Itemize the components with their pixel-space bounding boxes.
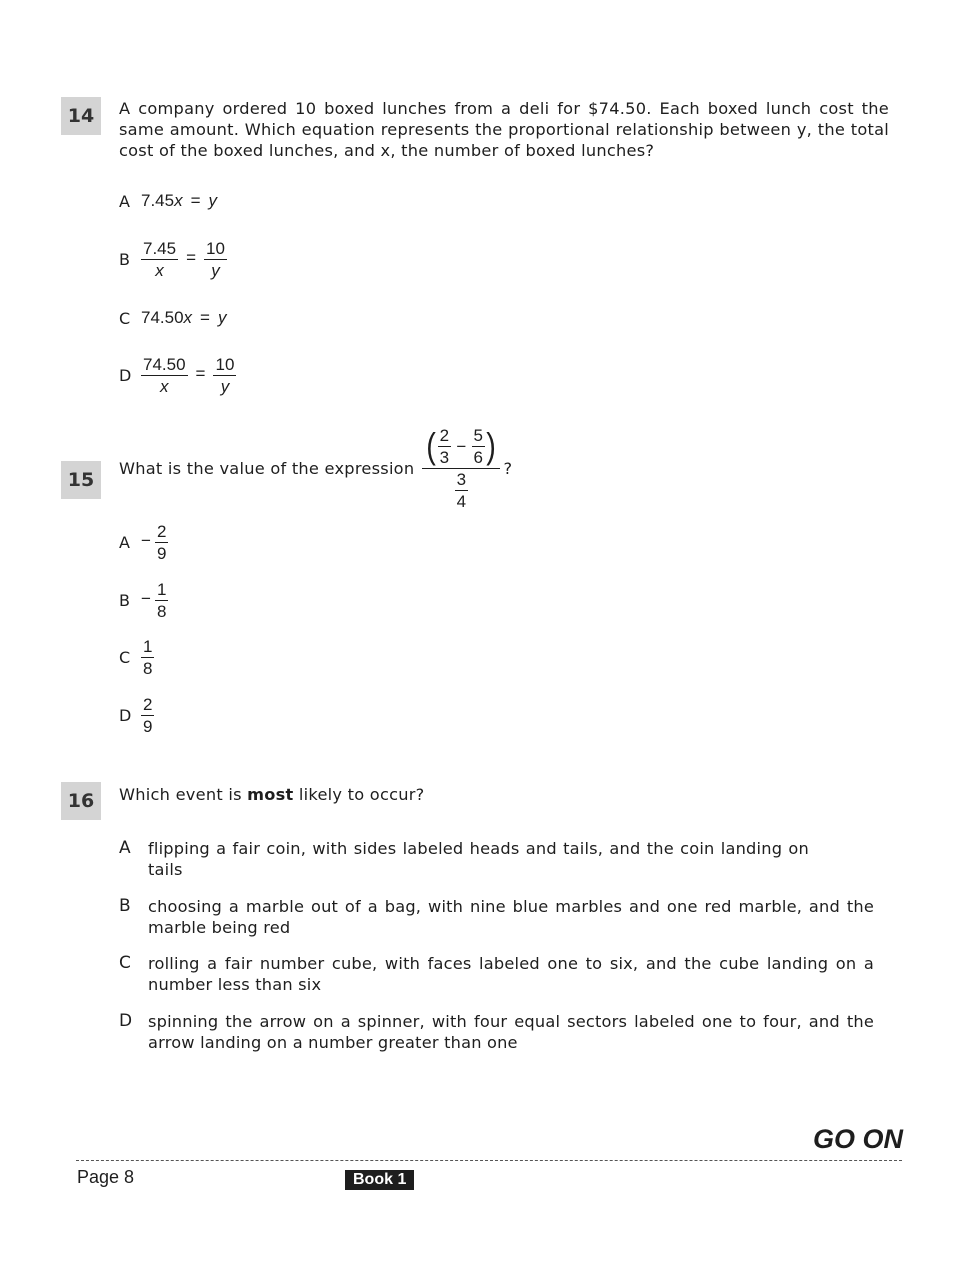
page-number: Page 8 <box>77 1167 135 1187</box>
option-letter: B <box>119 590 130 610</box>
expression-numerator <box>422 427 500 469</box>
rhs: y <box>208 191 218 210</box>
answer-value <box>141 696 154 735</box>
answer-value <box>141 581 168 620</box>
denominator: 9 <box>156 543 167 563</box>
q16-option-b[interactable] <box>119 896 874 938</box>
option-letter: D <box>119 705 132 725</box>
equation <box>141 308 226 328</box>
numerator: 1 <box>143 636 153 656</box>
expression-denominator <box>455 469 469 510</box>
denominator: 4 <box>456 491 467 511</box>
fraction-right <box>213 356 236 395</box>
q15-option-b[interactable] <box>119 576 168 624</box>
question-mark: ? <box>503 458 513 478</box>
numerator: 2 <box>156 521 167 541</box>
option-letter: C <box>119 647 131 667</box>
denominator: 9 <box>143 716 153 736</box>
option-letter: B <box>119 249 130 269</box>
option-letter: C <box>119 308 131 328</box>
fraction-right <box>204 240 227 279</box>
fraction <box>455 471 469 510</box>
numerator: 2 <box>439 425 450 445</box>
numerator: 74.50 <box>143 354 186 374</box>
numerator: 10 <box>215 354 235 374</box>
fraction <box>438 427 452 466</box>
denominator: 6 <box>473 447 484 467</box>
denominator: y <box>220 376 230 396</box>
question-number-16: 16 <box>61 782 101 820</box>
q16-option-d[interactable] <box>119 1011 874 1053</box>
book-badge: Book 1 <box>345 1170 414 1190</box>
answer-value <box>141 638 154 677</box>
option-letter: C <box>119 953 131 973</box>
stem-text: What is the value of the expression <box>119 458 415 478</box>
q15-option-d[interactable] <box>119 691 154 739</box>
q14-option-d[interactable] <box>119 351 236 399</box>
fraction <box>472 427 486 466</box>
equals-sign: = <box>186 248 197 268</box>
fraction <box>141 638 154 677</box>
variable: x <box>183 308 193 327</box>
option-text: choosing a marble out of a bag, with nine blue marbles and one red marble, and the marble being red <box>148 897 874 937</box>
complex-fraction <box>422 427 500 510</box>
q16-option-c[interactable] <box>119 953 874 995</box>
question-15-stem <box>119 425 513 511</box>
negative-sign: − <box>141 531 151 551</box>
rhs: y <box>217 308 227 327</box>
option-letter: A <box>119 191 130 211</box>
question-number-15: 15 <box>61 461 101 499</box>
close-paren: ) <box>486 425 497 466</box>
answer-value <box>141 523 168 562</box>
q16-option-a[interactable] <box>119 838 809 880</box>
equals-sign: = <box>195 364 206 384</box>
q15-option-a[interactable] <box>119 518 168 566</box>
equation <box>141 356 236 395</box>
option-letter: A <box>119 838 131 858</box>
coefficient: 74.50 <box>141 308 184 327</box>
equation <box>141 191 217 211</box>
denominator: y <box>211 260 220 280</box>
equals-sign: = <box>200 308 210 327</box>
question-16-stem <box>119 784 889 805</box>
numerator: 3 <box>456 469 467 489</box>
denominator: 8 <box>143 658 153 678</box>
option-text: rolling a fair number cube, with faces labeled one to six, and the cube landing on a number less than six <box>148 954 874 994</box>
equation <box>141 240 227 279</box>
footer-divider <box>76 1160 902 1161</box>
denominator: x <box>160 376 169 396</box>
stem-emphasis: most <box>247 785 294 804</box>
option-letter: D <box>119 1011 133 1031</box>
fraction <box>141 696 154 735</box>
negative-sign: − <box>141 589 151 609</box>
go-on-label: GO ON <box>812 1124 903 1154</box>
numerator: 7.45 <box>143 238 177 258</box>
fraction-left <box>141 240 178 279</box>
stem-text: Which event is <box>119 785 248 804</box>
coefficient: 7.45 <box>141 191 175 210</box>
numerator: 5 <box>473 425 484 445</box>
option-letter: D <box>119 365 132 385</box>
q15-option-c[interactable] <box>119 633 154 681</box>
open-paren: ( <box>426 425 437 466</box>
denominator: x <box>155 260 164 280</box>
option-text: flipping a fair coin, with sides labeled heads and tails, and the coin landing on tails <box>148 839 809 879</box>
fraction-left <box>141 356 188 395</box>
question-number-14: 14 <box>61 97 101 135</box>
equals-sign: = <box>190 191 201 210</box>
numerator: 10 <box>206 238 225 258</box>
question-14-stem: A company ordered 10 boxed lunches from a deli for $74.50. Each boxed lunch cost the same amount. Which equation represents the proportional relationship between y, the total cost of the boxed lunches, and x, the number of boxed lunches? <box>119 99 889 160</box>
variable: x <box>174 191 183 210</box>
q14-option-c[interactable] <box>119 294 226 342</box>
denominator: 8 <box>156 601 167 621</box>
fraction <box>155 581 168 620</box>
q14-option-a[interactable] <box>119 177 217 225</box>
numerator: 2 <box>143 694 153 714</box>
q14-option-b[interactable] <box>119 235 227 283</box>
fraction <box>155 523 168 562</box>
minus-sign: − <box>456 436 467 456</box>
option-letter: B <box>119 896 131 916</box>
option-letter: A <box>119 532 130 552</box>
denominator: 3 <box>439 447 450 467</box>
option-text: spinning the arrow on a spinner, with four equal sectors labeled one to four, and the arrow landing on a number greater than one <box>148 1012 874 1052</box>
stem-text: likely to occur? <box>293 785 425 804</box>
numerator: 1 <box>156 579 167 599</box>
